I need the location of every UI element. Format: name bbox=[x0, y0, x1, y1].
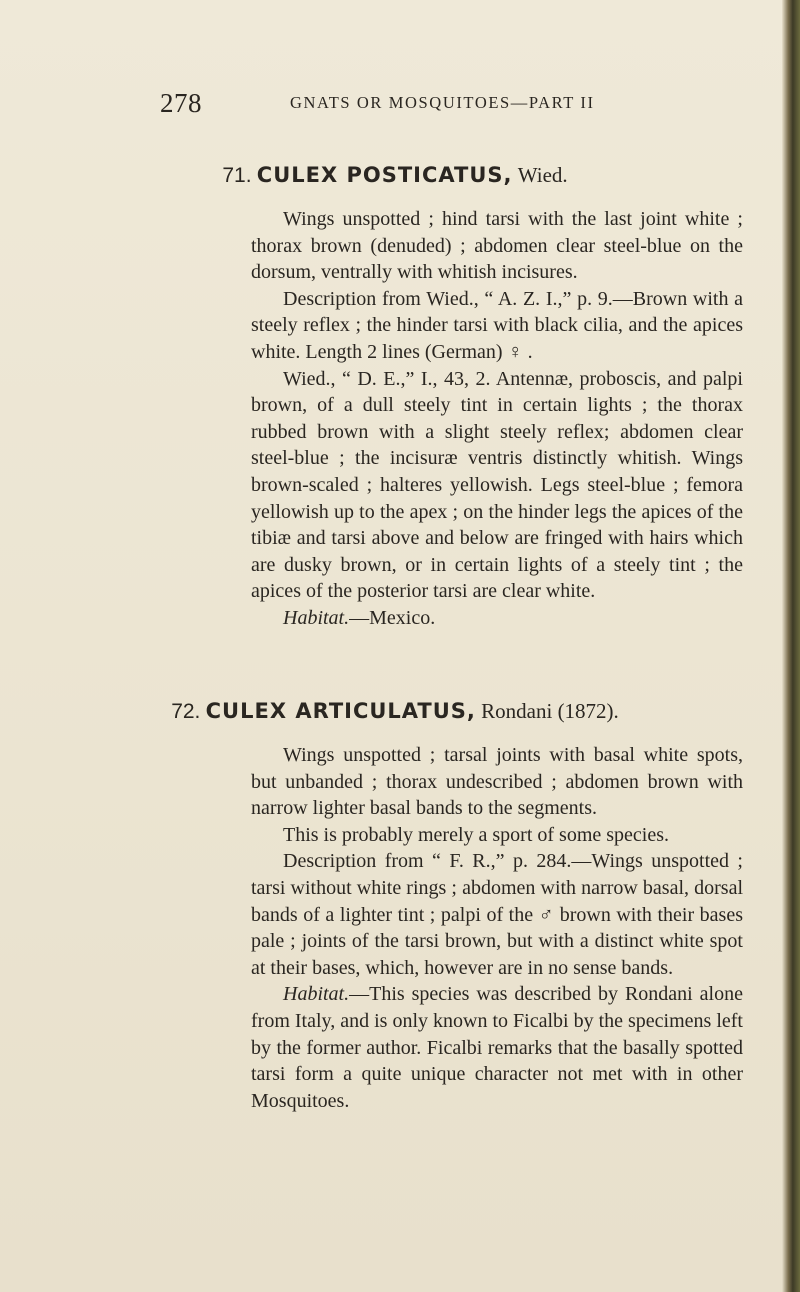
running-head bbox=[0, 88, 790, 118]
entry-heading-72 bbox=[0, 696, 790, 727]
paragraph: Wied., “ D. E.,” I., 43, 2. Antennæ, proboscis, and palpi brown, of a dull steely tint in certain lights ; the thorax rubbed brown with a slight steely reflex; abdomen clear steel-blue ; the incisuræ ventris distinctly whitish. Wings brown-scaled ; halteres yellowish. Legs steel-blue ; femora yellowish up to the apex ; on the hinder legs the apices of the tibiæ and tarsi above and below are fringed with hairs which are dusky brown, or in certain lights of a steely tint ; the apices of the posterior tarsi are clear white. bbox=[251, 367, 743, 603]
paragraph: Description from “ F. R.,” p. 284.—Wings unspotted ; tarsi without white rings ; abdomen with narrow basal, dorsal bands of a lighter tint ; palpi of the ♂ brown with their bases pale ; joints of the tarsi brown, but with a distinct white spot at their bases, which, however are in no sense bands. bbox=[251, 850, 743, 979]
paragraph: Wings unspotted ; tarsal joints with basal white spots, but unbanded ; thorax undescribed ; abdomen brown with narrow lighter basal bands to the segments. bbox=[251, 744, 743, 820]
paragraph: Description from Wied., “ A. Z. I.,” p. 9.—Brown with a steely reflex ; the hinder tarsi with black cilia, and the apices white. Length 2 lines (German) ♀ . bbox=[251, 287, 743, 363]
running-head-title: GNATS OR MOSQUITOES—PART II bbox=[290, 93, 595, 112]
entry-heading-71 bbox=[0, 160, 790, 191]
entry-body-72 bbox=[251, 742, 743, 1114]
page-edge bbox=[782, 0, 800, 1292]
species-name: CULEX POSTICATUS, bbox=[256, 163, 513, 187]
habitat-text: —Mexico. bbox=[349, 606, 436, 629]
habitat-label: Habitat. bbox=[283, 983, 350, 1006]
species-name: CULEX ARTICULATUS, bbox=[205, 699, 476, 723]
page-number: 278 bbox=[160, 88, 202, 118]
entry-number: 72. bbox=[171, 700, 201, 723]
habitat-label: Habitat. bbox=[283, 606, 350, 629]
entry-body-71 bbox=[251, 206, 743, 632]
species-author: Rondani (1872). bbox=[481, 699, 619, 723]
paragraph: This is probably merely a sport of some species. bbox=[283, 823, 670, 846]
habitat-paragraph bbox=[251, 981, 743, 1114]
paragraph: Wings unspotted ; hind tarsi with the last joint white ; thorax brown (denuded) ; abdomen clear steel-blue on the dorsum, ventrally with whitish incisures. bbox=[251, 208, 743, 284]
habitat-paragraph bbox=[251, 605, 743, 632]
habitat-text: —This species was described by Rondani alone from Italy, and is only known to Ficalbi by the specimens left by the former author. Ficalbi remarks that the basally spotted tarsi form a quite unique character not met with in other Mosquitoes. bbox=[251, 983, 743, 1112]
entry-number: 71. bbox=[222, 164, 252, 187]
species-author: Wied. bbox=[517, 163, 568, 187]
